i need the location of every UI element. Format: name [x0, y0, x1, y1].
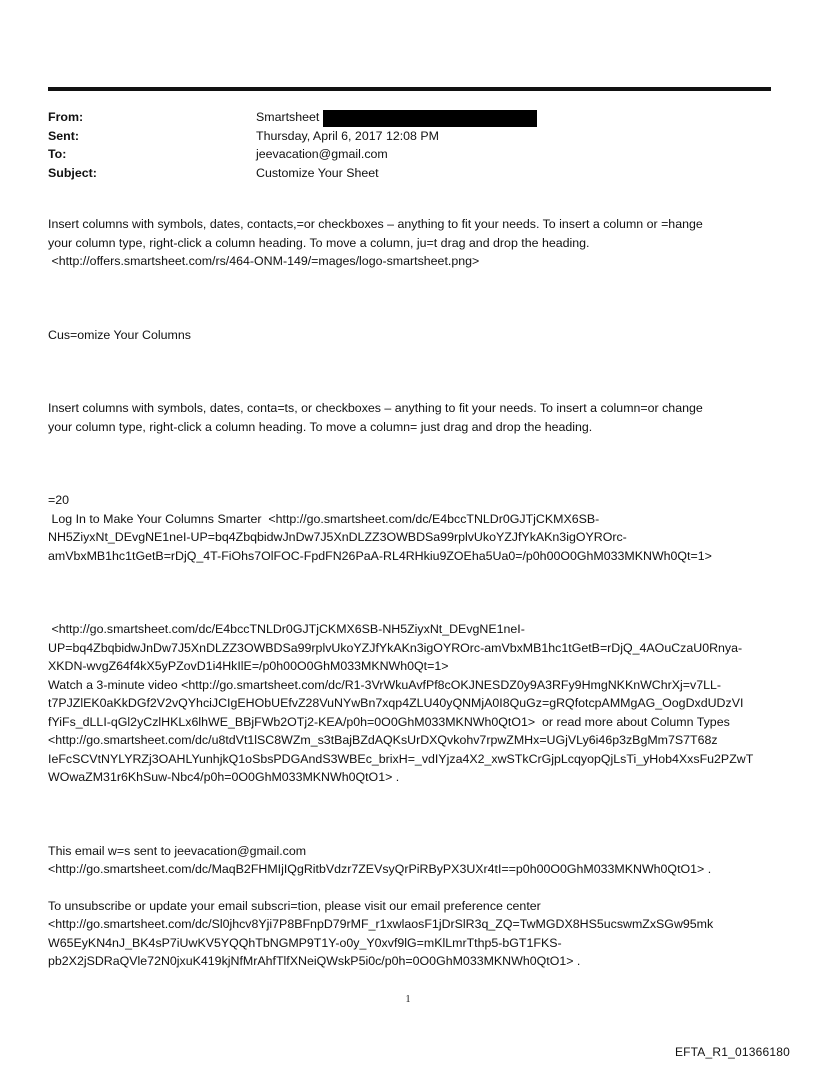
image-link-line[interactable]: XKDN-wvgZ64f4kX5yPZovD1i4HkIlE=/p0h00O0GhM033MKNWh0Qt=1> — [48, 659, 449, 673]
email-header — [48, 108, 771, 182]
from-value: Smartsheet — [256, 110, 320, 124]
body-text-line: To unsubscribe or update your email subscri=tion, please visit our email preference center — [48, 898, 541, 913]
login-link-line[interactable]: amVbxMB1hc1tGetB=rDjQ_4T-FiOhs7OlFOC-FpdFN26PaA-RL4RHkiu9ZOEha5Ua0=/p0h00O0GhM033MKNWh0Qt=1> — [48, 548, 712, 563]
body-text-line: Insert columns with symbols, dates, conta=ts, or checkboxes – anything to fit your needs. To insert a column=or change — [48, 401, 703, 415]
sent-row — [48, 127, 771, 146]
header-divider — [48, 87, 771, 91]
to-row — [48, 145, 771, 164]
body-text-line: your column type, right-click a column heading. To move a column, ju=t drag and drop the heading. — [48, 235, 590, 250]
body-text-line: This email w=s sent to jeevacation@gmail.com — [48, 843, 307, 858]
column-types-link-line[interactable]: <http://go.smartsheet.com/dc/u8tdVt1lSC8WZm_s3tBajBZdAQKsUrDXQvkohv7rpwZMHx=UGjVLy6i46p3zBgMm7S7T68z — [48, 733, 718, 747]
image-link-line[interactable]: <http://go.smartsheet.com/dc/E4bccTNLDr0GJTjCKMX6SB-NH5ZiyxNt_DEvgNE1neI- — [48, 622, 525, 636]
login-link-line[interactable]: NH5ZiyxNt_DEvgNE1neI-UP=bq4ZbqbidwJnDw7J5XnDLZZ3OWBDSa99rplvUkoYZJfYkAKn3igOYROrc- — [48, 530, 627, 544]
video-link-line[interactable]: t7PJZlEK0aKkDGf2V2vQYhciJCIgEHObUEfvZ28VuNYwBn7xqp4ZLU40yQNMjA0I8QuGz=gRQfotcpAMMgAG_OogDxdUDzVI — [48, 696, 744, 710]
to-value: jeevacation@gmail.com — [256, 147, 388, 161]
sent-label: Sent: — [48, 128, 79, 143]
logo-link[interactable]: <http://offers.smartsheet.com/rs/464-ONM-149/=mages/logo-smartsheet.png> — [48, 254, 480, 268]
document-id: EFTA_R1_01366180 — [674, 1045, 790, 1059]
subject-label: Subject: — [48, 165, 97, 180]
from-row — [48, 108, 771, 127]
unsubscribe-link-line[interactable]: W65EyKN4nJ_BK4sP7iUwKV5YQQhTbNGMP9T1Y-o0y_Y0xvf9lG=mKlLmrTthp5-bGT1FKS- — [48, 935, 562, 950]
body-text-line: your column type, right-click a column heading. To move a column= just drag and drop the heading. — [48, 419, 593, 434]
body-text-line: Insert columns with symbols, dates, contacts,=or checkboxes – anything to fit your needs. To insert a column or =hange — [48, 217, 703, 231]
image-link-line[interactable]: UP=bq4ZbqbidwJnDw7J5XnDLZZ3OWBDSa99rplvUkoYZJfYkAKn3igOYROrc-amVbxMB1hc1tGetB=rDjQ_4AOuCzaU0Rnya- — [48, 640, 743, 655]
to-label: To: — [48, 147, 67, 161]
subject-value: Customize Your Sheet — [256, 165, 379, 180]
sent-value: Thursday, April 6, 2017 12:08 PM — [256, 128, 439, 143]
column-types-link-line[interactable]: WOwaZM31r6KhSuw-Nbc4/p0h=0O0GhM033MKNWh0QtO1> . — [48, 770, 400, 784]
column-types-link-line[interactable]: IeFcSCVtNYLYRZj3OAHLYunhjkQ1oSbsPDGAndS3WBEc_brixH=_vdIYjza4X2_xwSTkCrGjpLcqyopQjLsTi_yHob4XxsFu2PZwT — [48, 751, 754, 766]
from-label: From: — [48, 110, 84, 124]
unsubscribe-link-line[interactable]: pb2X2jSDRaQVle72N0jxuK419kjNfMrAhfTlfXNeiQWskP5i0c/p0h=0O0GhM033MKNWh0QtO1> . — [48, 954, 581, 968]
section-heading: Cus=omize Your Columns — [48, 327, 191, 342]
video-link-line[interactable]: Watch a 3-minute video <http://go.smartsheet.com/dc/R1-3VrWkuAvfPf8cOKJNESDZ0y9A3RFy9HmgNKKnWChrXj=v7LL- — [48, 677, 722, 692]
subject-row — [48, 164, 771, 183]
page-number: 1 — [405, 994, 411, 1005]
login-link-line[interactable]: Log In to Make Your Columns Smarter <http://go.smartsheet.com/dc/E4bccTNLDr0GJTjCKMX6SB- — [48, 511, 600, 526]
redaction-box — [323, 110, 537, 127]
unsubscribe-link-line[interactable]: <http://go.smartsheet.com/dc/Sl0jhcv8Yji7P8BFnpD79rMF_r1xwlaosF1jDrSlR3q_ZQ=TwMGDX8HS5ucswmZxSGw95mk — [48, 917, 714, 931]
body-text-line: =20 — [48, 493, 70, 507]
email-body — [48, 215, 772, 971]
sent-link-line[interactable]: <http://go.smartsheet.com/dc/MaqB2FHMIjIQgRitbVdzr7ZEVsyQrPiRByPX3UXr4tI==p0h00O0GhM033MKNWh0QtO1> . — [48, 862, 712, 876]
video-link-line[interactable]: fYiFs_dLLI-qGl2yCzlHKLx6lhWE_BBjFWb2OTj2-KEA/p0h=0O0GhM033MKNWh0QtO1> or read more about Column Types — [48, 714, 730, 729]
